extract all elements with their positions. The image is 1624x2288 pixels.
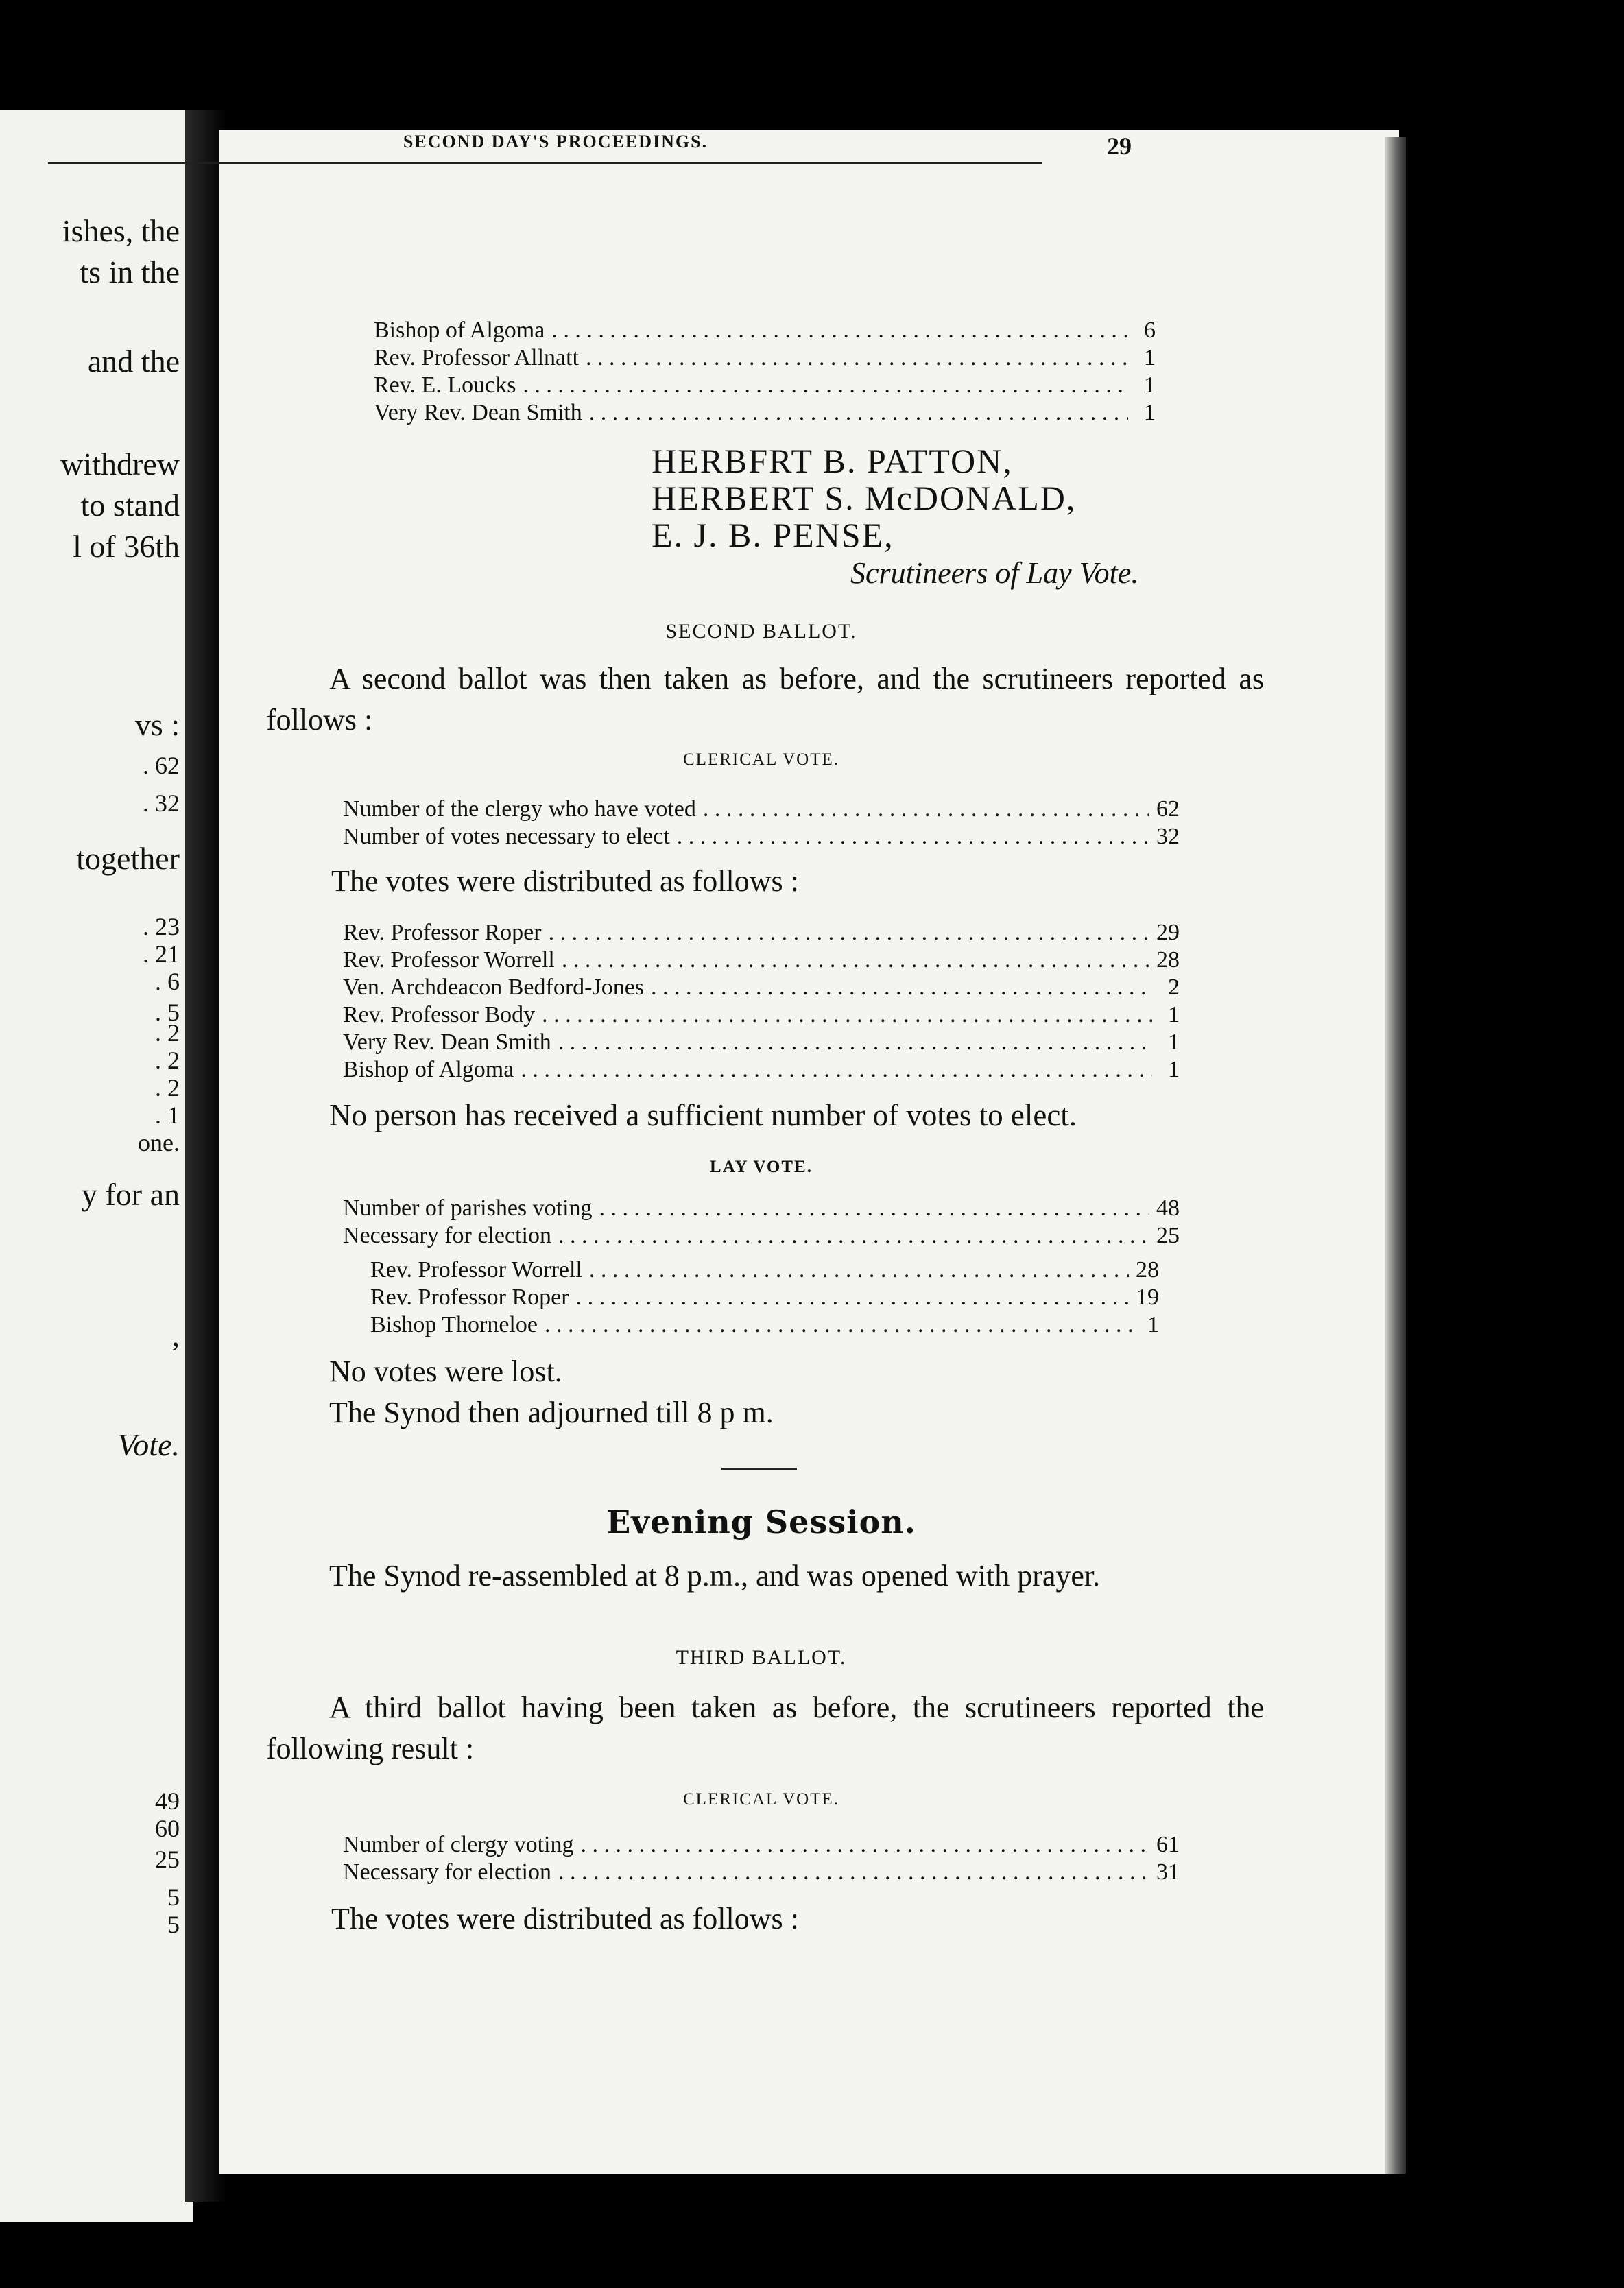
left-page-text-fragment: 60 [155, 1815, 180, 1842]
left-page-text-fragment: 5 [167, 1911, 180, 1938]
left-page-text-fragment: y for an [81, 1177, 180, 1212]
page-number: 29 [1107, 132, 1132, 160]
running-header [48, 132, 1132, 173]
stat-row: Number of votes necessary to elect . . . 32 [343, 823, 1180, 850]
list-item: Rev. Professor Allnatt . . . 1 [374, 344, 1156, 372]
left-page-text-fragment: . 5 [155, 999, 180, 1026]
left-page-text-fragment: . 23 [143, 913, 180, 940]
list-item: Very Rev. Dean Smith . . . 1 [343, 1029, 1180, 1056]
left-page-text-fragment: one. [138, 1129, 180, 1156]
signature-line: E. J. B. PENSE, [652, 516, 894, 554]
list-item: Bishop of Algoma . . . 1 [343, 1056, 1180, 1084]
list-item: Rev. Professor Body . . . 1 [343, 1001, 1180, 1029]
second-ballot-heading: SECOND BALLOT. [665, 620, 857, 643]
left-page-text-fragment: vs : [134, 707, 180, 742]
first-ballot-tail-list [374, 317, 1156, 427]
list-item: Very Rev. Dean Smith . . . 1 [374, 399, 1156, 427]
list-item: Rev. Professor Roper . . . 19 [370, 1284, 1159, 1311]
left-page-text-fragment: . 2 [155, 1019, 180, 1047]
left-page-fragment [0, 110, 193, 2222]
signature-line: HERBERT S. McDONALD, [652, 479, 1077, 517]
scrutineers-caption: Scrutineers of Lay Vote. [850, 556, 1139, 590]
list-item: Rev. Professor Roper . . . 29 [343, 919, 1180, 946]
signature-line: HERBFRT B. PATTON, [652, 442, 1013, 480]
left-page-text-fragment: ishes, the [62, 213, 180, 248]
left-page-text-fragment: . 32 [143, 789, 180, 817]
lay-vote-list [370, 1256, 1159, 1339]
left-page-text-fragment: . 2 [155, 1047, 180, 1074]
no-person-text: No person has received a sufficient number of votes to elect. [329, 1098, 1077, 1132]
signature-block [652, 442, 1076, 553]
list-item: Bishop of Algoma . . . 6 [374, 317, 1156, 344]
lay-stats [343, 1195, 1180, 1250]
left-page-text-fragment: . 6 [155, 968, 180, 995]
running-title: SECOND DAY'S PROCEEDINGS. [403, 132, 708, 152]
stat-row: Necessary for election . . . 25 [343, 1222, 1180, 1250]
stat-row: Number of parishes voting . . . 48 [343, 1195, 1180, 1222]
left-page-text-fragment: . 21 [143, 940, 180, 968]
list-item: Rev. E. Loucks . . . 1 [374, 372, 1156, 399]
adjourned-text: The Synod then adjourned till 8 p m. [329, 1396, 774, 1429]
clerical-vote-list [343, 919, 1180, 1084]
stat-row: Necessary for election . . . 31 [343, 1859, 1180, 1886]
distributed-text: The votes were distributed as follows : [331, 864, 799, 898]
list-item: Rev. Professor Worrell . . . 28 [343, 946, 1180, 974]
evening-session-heading: Evening Session. [606, 1503, 916, 1540]
left-page-text-fragment: Vote. [117, 1427, 180, 1462]
lay-vote-heading: LAY VOTE. [710, 1158, 813, 1176]
clerical-stats-2 [343, 1831, 1180, 1886]
reassembled-text: The Synod re-assembled at 8 p.m., and was opened with prayer. [329, 1559, 1101, 1593]
left-page-text-fragment: . 2 [155, 1074, 180, 1101]
no-votes-lost: No votes were lost. [329, 1355, 562, 1388]
left-page-text-fragment: . 62 [143, 752, 180, 779]
left-page-text-fragment: together [76, 841, 180, 876]
third-ballot-heading: THIRD BALLOT. [676, 1646, 847, 1669]
list-item: Ven. Archdeacon Bedford-Jones . . . 2 [343, 974, 1180, 1001]
list-item: Rev. Professor Worrell . . . 28 [370, 1256, 1159, 1284]
distributed-text-2: The votes were distributed as follows : [331, 1902, 799, 1935]
left-page-text-fragment: ts in the [80, 254, 180, 289]
section-divider [721, 1468, 797, 1470]
left-page-text-fragment: l of 36th [73, 529, 180, 564]
list-item: Bishop Thorneloe . . . 1 [370, 1311, 1159, 1339]
third-ballot-intro: A third ballot having been taken as before, the scrutineers reported the following result : [266, 1691, 1264, 1765]
header-rule [48, 162, 1042, 164]
left-page-text-fragment: . 1 [155, 1101, 180, 1129]
clerical-vote-heading-2: CLERICAL VOTE. [683, 1790, 839, 1809]
left-page-text-fragment: withdrew [60, 446, 180, 481]
clerical-vote-heading: CLERICAL VOTE. [683, 750, 839, 769]
page-edge [1385, 137, 1406, 2174]
left-page-text-fragment: , [171, 1318, 180, 1352]
stat-row: Number of the clergy who have voted . . . 62 [343, 796, 1180, 823]
left-page-text-fragment: 5 [167, 1883, 180, 1911]
left-page-text-fragment: 25 [155, 1846, 180, 1873]
stat-row: Number of clergy voting . . . 61 [343, 1831, 1180, 1859]
left-page-text-fragment: 49 [155, 1787, 180, 1815]
clerical-stats [343, 796, 1180, 850]
left-page-text-fragment: to stand [80, 488, 180, 523]
left-page-text-fragment: and the [87, 344, 180, 379]
second-ballot-intro: A second ballot was then taken as before, and the scrutineers reported as follows : [266, 662, 1264, 737]
